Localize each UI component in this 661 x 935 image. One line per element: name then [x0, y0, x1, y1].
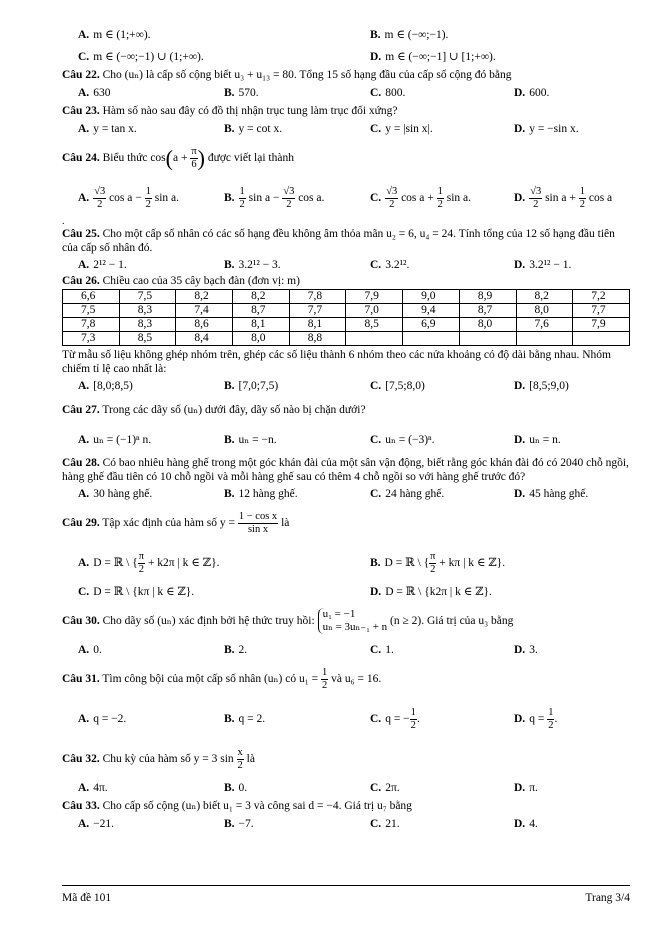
q31-option-b: B. q = 2.	[224, 713, 266, 725]
table-cell: 7,8	[63, 318, 120, 332]
table-cell: 9,0	[403, 290, 460, 304]
q21-option-a: A. m ∈ (1;+∞).	[78, 29, 151, 41]
q33-option-a: A. −21.	[78, 818, 115, 830]
q22-option-a: A. 630	[78, 87, 111, 99]
q25-option-b: B. 3.2¹² − 3.	[224, 259, 281, 271]
q27-options	[62, 425, 630, 455]
q21-option-c: C. m ∈ (−∞;−1) ∪ (1;+∞).	[78, 51, 204, 63]
q29-option-c: C. D = ℝ \ {kπ | k ∈ ℤ}.	[78, 586, 195, 598]
stray-dot: .	[62, 216, 65, 227]
table-cell	[516, 332, 573, 346]
q30-stem: Câu 30. Cho dãy số (uₙ) xác định bởi hệ thức truy hồi: u₁ = −1 uₙ = 3uₙ₋₁ + n (n ≥ 2). Giá trị của u₃ bằng	[62, 608, 514, 634]
q25-option-c: C. 3.2¹².	[370, 259, 410, 271]
q29-option-a: A. D = ℝ \ { $\frac{\pi}{2}$ + k2π | k ∈ ℤ}.	[78, 550, 220, 575]
table-cell: 8,1	[233, 318, 290, 332]
q27-stem: Câu 27. Trong các dãy số (uₙ) dưới đây, dãy số nào bị chặn dưới?	[62, 404, 366, 416]
page-footer	[62, 885, 630, 904]
table-cell: 7,3	[63, 332, 120, 346]
table-cell: 8,2	[233, 290, 290, 304]
table-row	[63, 304, 630, 318]
q22-option-d: D. 600.	[514, 87, 550, 99]
table-cell: 8,4	[176, 332, 233, 346]
q27-option-b: B. uₙ = −n.	[224, 434, 277, 446]
q22-option-b: B. 570.	[224, 87, 259, 99]
q23-options	[62, 120, 630, 138]
q27-option-d: D. uₙ = n.	[514, 434, 561, 446]
q25-stem: Câu 25. Cho một cấp số nhân có các số hạng đều không âm thỏa mãn u₂ = 6, u₄ = 24. Tính tổng của 12 số hạng đầu tiên của cấp số nhân đó.	[62, 228, 615, 254]
table-cell	[403, 332, 460, 346]
q24-option-d: D. $\frac{√3}{2}$ sin a + $\frac{1}{2}$ cos a	[514, 185, 613, 210]
q29-option-d: D. D = ℝ \ {k2π | k ∈ ℤ}.	[370, 586, 492, 598]
table-cell: 7,4	[176, 304, 233, 318]
q29-fraction: $\frac{\text{1 − cos x}}{\text{sin x}}$	[238, 510, 278, 535]
q29-options-row2	[62, 583, 630, 601]
q22-options	[62, 84, 630, 102]
table-cell: 8,3	[119, 318, 176, 332]
q27-option-c: C. uₙ = (−3)ⁿ.	[370, 434, 435, 446]
q33-option-d: D. 4.	[514, 818, 538, 830]
q31-option-a: A. q = −2.	[78, 713, 127, 725]
exam-code: Mã đề 101	[62, 892, 112, 904]
table-cell: 7,9	[573, 318, 630, 332]
q25-option-a: A. 2¹² − 1.	[78, 259, 127, 271]
q32-option-b: B. 0.	[224, 782, 248, 794]
table-cell	[573, 332, 630, 346]
q25-options	[62, 256, 630, 274]
q24-option-b: B. $\frac{1}{2}$ sin a − $\frac{√3}{2}$ cos a.	[224, 185, 325, 210]
q29-options-row1	[62, 543, 630, 583]
table-cell	[346, 332, 403, 346]
q30-option-c: C. 1.	[370, 644, 394, 656]
q31-options	[62, 699, 630, 739]
table-cell: 8,0	[516, 304, 573, 318]
q26-option-d: D. [8,5;9,0)	[514, 380, 569, 392]
q28-option-c: C. 24 hàng ghế.	[370, 488, 445, 500]
table-cell: 8,5	[346, 318, 403, 332]
table-cell: 7,8	[289, 290, 346, 304]
table-cell: 7,7	[573, 304, 630, 318]
q26-data-table	[62, 289, 630, 346]
table-cell: 7,6	[516, 318, 573, 332]
q26-option-b: B. [7,0;7,5)	[224, 380, 279, 392]
table-cell: 8,6	[176, 318, 233, 332]
exam-page	[62, 26, 630, 833]
q33-option-b: B. −7.	[224, 818, 254, 830]
table-cell: 8,2	[176, 290, 233, 304]
table-cell: 8,7	[233, 304, 290, 318]
q26-options	[62, 377, 630, 395]
q28-option-d: D. 45 hàng ghế.	[514, 488, 589, 500]
q31-option-c: C. q = − $\frac{1}{2}$ .	[370, 706, 420, 731]
q26-stem: Câu 26. Chiều cao của 35 cây bạch đàn (đơn vị: m)	[62, 275, 300, 287]
q28-options	[62, 485, 630, 503]
q24-option-c: C. $\frac{√3}{2}$ cos a + $\frac{1}{2}$ sin a.	[370, 185, 472, 210]
q32-options	[62, 779, 630, 797]
table-cell: 7,5	[119, 290, 176, 304]
table-cell: 8,2	[516, 290, 573, 304]
q28-stem: Câu 28. Có bao nhiêu hàng ghế trong một góc khán đài của một sân vận động, biết rằng góc khán đài đó có 2040 chỗ ngồi, hàng ghế đầu tiên có 10 chỗ ngồi và mỗi hàng ghế sau có thêm 4 chỗ ngồi so với hàng ghế trước đó?	[62, 457, 629, 483]
q25-option-d: D. 3.2¹² − 1.	[514, 259, 572, 271]
q28-option-b: B. 12 hàng ghế.	[224, 488, 298, 500]
q22-option-c: C. 800.	[370, 87, 406, 99]
table-row	[63, 332, 630, 346]
table-cell: 6,9	[403, 318, 460, 332]
q24-options	[62, 178, 630, 218]
q24-pi-over-6: $\frac{\pi}{6}$	[191, 145, 197, 170]
q24-option-a: A. $\frac{√3}{2}$ cos a − $\frac{1}{2}$ sin a.	[78, 185, 180, 210]
q23-stem: Câu 23. Hàm số nào sau đây có đồ thị nhận trục tung làm trục đối xứng?	[62, 105, 398, 117]
q29-option-b: B. D = ℝ \ { $\frac{\pi}{2}$ + kπ | k ∈ ℤ}.	[370, 550, 506, 575]
table-cell: 8,9	[459, 290, 516, 304]
table-cell: 7,9	[346, 290, 403, 304]
q21-options-row2	[62, 48, 630, 66]
q24-stem: Câu 24. Biểu thức cos(a + $\frac{\pi}{6}$ ) được viết lại thành	[62, 145, 294, 171]
q27-option-a: A. uₙ = (−1)ⁿ n.	[78, 434, 152, 446]
table-row	[63, 290, 630, 304]
table-cell: 8,3	[119, 304, 176, 318]
q23-option-b: B. y = cot x.	[224, 123, 283, 135]
q30-option-b: B. 2.	[224, 644, 248, 656]
q31-stem: Câu 31. Tìm công bội của một cấp số nhân (uₙ) có u₁ = $\frac{1}{2}$ và u₆ = 16.	[62, 666, 382, 691]
q32-option-a: A. 4π.	[78, 782, 108, 794]
q33-options	[62, 815, 630, 833]
q33-stem: Câu 33. Cho cấp số cộng (uₙ) biết u₁ = 3 và công sai d = −4. Giá trị u₇ bằng	[62, 800, 412, 812]
table-row	[63, 318, 630, 332]
table-cell: 7,2	[573, 290, 630, 304]
q33-option-c: C. 21.	[370, 818, 400, 830]
q30-recurrence-system: u₁ = −1 uₙ = 3uₙ₋₁ + n	[318, 608, 388, 634]
table-cell: 8,0	[459, 318, 516, 332]
q21-options-row1	[62, 26, 630, 44]
q26-option-a: A. [8,0;8,5)	[78, 380, 133, 392]
q26-option-c: C. [7,5;8,0)	[370, 380, 425, 392]
table-cell: 8,7	[459, 304, 516, 318]
q21-option-b: B. m ∈ (−∞;−1).	[370, 29, 449, 41]
table-cell: 7,7	[289, 304, 346, 318]
q23-option-d: D. y = −sin x.	[514, 123, 579, 135]
q32-stem: Câu 32. Chu kỳ của hàm số y = 3 sin $\frac{x}{2}$ là	[62, 746, 255, 771]
q30-options	[62, 641, 630, 659]
table-cell	[459, 332, 516, 346]
table-cell: 8,1	[289, 318, 346, 332]
q30-option-d: D. 3.	[514, 644, 538, 656]
table-cell: 7,0	[346, 304, 403, 318]
table-cell: 7,5	[63, 304, 120, 318]
table-cell: 8,0	[233, 332, 290, 346]
page-number: Trang 3/4	[585, 892, 630, 904]
table-cell: 9,4	[403, 304, 460, 318]
q23-option-c: C. y = |sin x|.	[370, 123, 433, 135]
q29-stem: Câu 29. Tập xác định của hàm số y = $\frac{\text{1 − cos x}}{\text{sin x}}$ là	[62, 510, 290, 535]
q32-option-c: C. 2π.	[370, 782, 400, 794]
q32-option-d: D. π.	[514, 782, 538, 794]
table-cell: 6,6	[63, 290, 120, 304]
q21-option-d: D. m ∈ (−∞;−1] ∪ [1;+∞).	[370, 51, 496, 63]
q28-option-a: A. 30 hàng ghế.	[78, 488, 153, 500]
q26-instruction: Từ mẫu số liệu không ghép nhóm trên, ghép các số liệu thành 6 nhóm theo các nửa khoảng có độ dài bằng nhau. Nhóm chiếm tỉ lệ cao nhất là:	[62, 349, 612, 375]
q31-option-d: D. q = $\frac{1}{2}$ .	[514, 706, 558, 731]
table-cell: 8,8	[289, 332, 346, 346]
q22-stem: Câu 22. Cho (uₙ) là cấp số cộng biết u₃ + u₁₃ = 80. Tổng 15 số hạng đầu của cấp số cộng đó bằng	[62, 69, 512, 81]
table-cell: 8,5	[119, 332, 176, 346]
q30-option-a: A. 0.	[78, 644, 102, 656]
q23-option-a: A. y = tan x.	[78, 123, 137, 135]
